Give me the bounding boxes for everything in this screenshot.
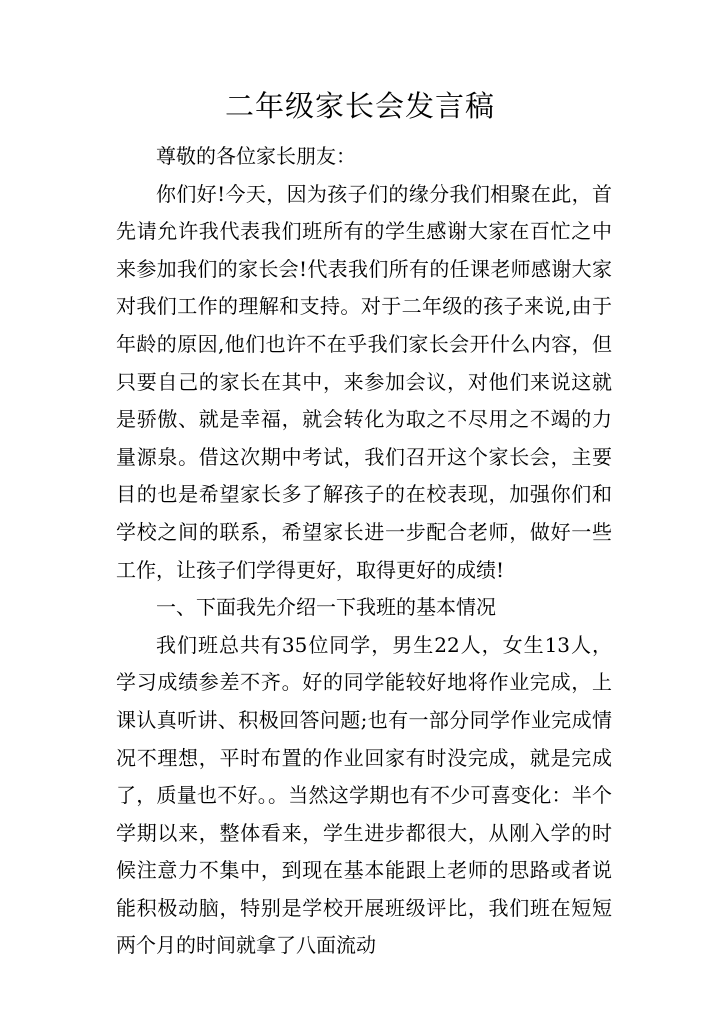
body-paragraph: 我们班总共有35位同学，男生22人，女生13人，学习成绩参差不齐。好的同学能较好地将作业完成，上课认真听讲、积极回答问题;也有一部分同学作业完成情况不理想，平时布置的作业回家有时没完成，就是完成了，质量也不好。。当然这学期也有不少可喜变化：半个学期以来，整体看来，学生进步都很大，从刚入学的时候注意力不集中，到现在基本能跟上老师的思路或者说能积极动脑，特别是学校开展班级评比，我们班在短短两个月的时间就拿了八面流动 (116, 632, 612, 958)
section-heading: 一、下面我先介绍一下我班的基本情况 (156, 595, 496, 620)
salutation-paragraph: 尊敬的各位家长朋友： (156, 144, 356, 168)
document-body (116, 138, 612, 965)
body-paragraph: 你们好!今天，因为孩子们的缘分我们相聚在此，首先请允许我代表我们班所有的学生感谢大家在百忙之中来参加我们的家长会!代表我们所有的任课老师感谢大家对我们工作的理解和支持。对于二年级的孩子来说,由于年龄的原因,他们也许不在乎我们家长会开什么内容，但只要自己的家长在其中，来参加会议，对他们来说这就是骄傲、就是幸福，就会转化为取之不尽用之不竭的力量源泉。借这次期中考试，我们召开这个家长会，主要目的也是希望家长多了解孩子的在校表现，加强你们和学校之间的联系，希望家长进一步配合老师，做好一些工作，让孩子们学得更好，取得更好的成绩! (116, 181, 612, 582)
document-title: 二年级家长会发言稿 (224, 89, 495, 123)
